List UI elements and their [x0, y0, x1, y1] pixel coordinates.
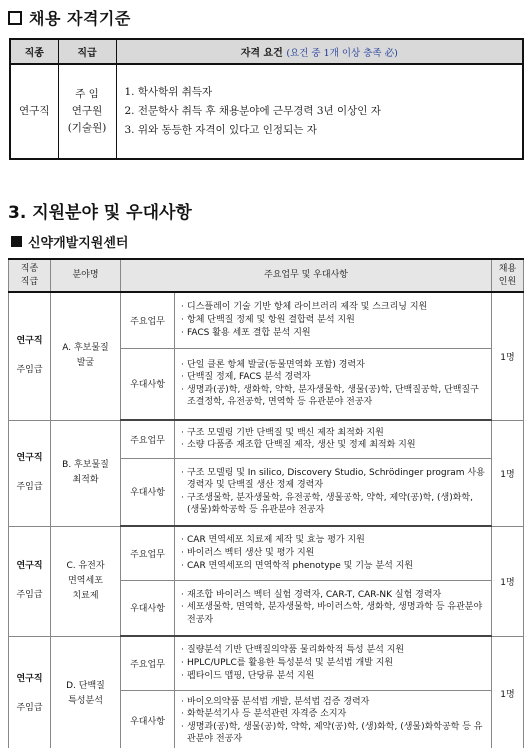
row-field: D. 단백질 특성분석 — [51, 636, 121, 748]
header-hire-count: 채용 인원 — [492, 259, 524, 292]
pref-label: 우대사항 — [121, 348, 175, 420]
qual-header-requirements: 자격 요건 (요건 중 1개 이상 충족 必) — [116, 39, 523, 64]
pref-list: · 구조 모델링 및 In silico, Discovery Studio, Schrödinger program 사용 경력자 및 단백질 생산 정제 경력자 · 구조생물학, 분자생물학, 유전공학, 생물공학, 약학, 제약(공)학, (생)화학, (생물)화학공학 등 유관분야 전공자 — [175, 458, 492, 526]
qualification-heading: 채용 자격기준 — [8, 6, 131, 29]
header-duties: 주요업무 및 우대사항 — [121, 259, 492, 292]
duty-label: 주요업무 — [121, 526, 175, 580]
pref-list: · 재조합 바이러스 벡터 실험 경력자, CAR-T, CAR-NK 실험 경력자 · 세포생물학, 면역학, 분자생물학, 바이러스학, 생화학, 생명과학 등 유관분야 전공자 — [175, 580, 492, 636]
duty-list: · 디스플레이 기술 기반 항체 라이브러리 제작 및 스크리닝 지원 · 항체 단백질 정제 및 항원 결합력 분석 지원 · FACS 활용 세포 결합 분석 지원 — [175, 292, 492, 348]
duty-list: · 구조 모델링 기반 단백질 및 백신 제작 최적화 지원 · 소량 다품종 재조합 단백질 제작, 생산 및 정제 최적화 지원 — [175, 420, 492, 458]
row-count: 1명 — [492, 526, 524, 636]
qual-grade: 주 임 연구원 (기술원) — [58, 64, 116, 159]
row-job: 연구직 주임급 — [9, 420, 51, 526]
requirement-item: 3. 위와 동등한 자격이 있다고 인정되는 자 — [124, 124, 317, 136]
row-job: 연구직 주임급 — [9, 292, 51, 420]
header-job-grade: 직종 직급 — [9, 259, 51, 292]
row-field: A. 후보물질 발굴 — [51, 292, 121, 420]
duty-list: · 질량분석 기반 단백질의약품 물리화학적 특성 분석 지원 · HPLC/UPLC를 활용한 특성분석 및 분석법 개발 지원 · 펩타이드 맵핑, 단당류 분석 지원 — [175, 636, 492, 690]
row-field: C. 유전자 면역세포 치료제 — [51, 526, 121, 636]
requirement-item: 1. 학사학위 취득자 — [124, 86, 213, 98]
qual-header-grade: 직급 — [58, 39, 116, 64]
row-count: 1명 — [492, 636, 524, 748]
duty-label: 주요업무 — [121, 292, 175, 348]
qual-job: 연구직 — [10, 64, 58, 159]
pref-list: · 바이오의약품 분석법 개발, 분석법 검증 경력자 · 화학분석기사 등 분석관련 자격증 소지자 · 생명과(공)학, 생물(공)학, 약학, 제약(공)학, (생)화학, (생물)화학공학 등 유관분야 전공자 — [175, 690, 492, 748]
duty-label: 주요업무 — [121, 420, 175, 458]
pref-label: 우대사항 — [121, 458, 175, 526]
row-count: 1명 — [492, 292, 524, 420]
pref-label: 우대사항 — [121, 580, 175, 636]
header-field: 분야명 — [51, 259, 121, 292]
filled-square-icon — [11, 236, 22, 247]
row-job: 연구직 주임급 — [9, 636, 51, 748]
pref-label: 우대사항 — [121, 690, 175, 748]
qual-requirements — [116, 64, 523, 159]
duty-list: · CAR 면역세포 치료제 제작 및 효능 평가 지원 · 바이러스 벡터 생산 및 평가 지원 · CAR 면역세포의 면역학적 phenotype 및 기능 분석 지원 — [175, 526, 492, 580]
row-count: 1명 — [492, 420, 524, 526]
section-title: 3. 지원분야 및 우대사항 — [8, 203, 192, 223]
pref-list: · 단일 클론 항체 발굴(동물면역화 포함) 경력자 · 단백질 정제, FACS 분석 경력자 · 생명과(공)학, 생화학, 약학, 분자생물학, 생물(공)학, 단백질공학, 단백질구조결정학, 유전공학, 면역학 등 유관분야 전공자 — [175, 348, 492, 420]
row-field: B. 후보물질 최적화 — [51, 420, 121, 526]
subsection-title: 신약개발지원센터 — [11, 232, 128, 251]
requirement-item: 2. 전문학사 취득 후 채용분야에 근무경력 3년 이상인 자 — [124, 105, 381, 117]
duty-label: 주요업무 — [121, 636, 175, 690]
checkbox-square-icon — [8, 11, 22, 25]
qual-header-job: 직종 — [10, 39, 58, 64]
row-job: 연구직 주임급 — [9, 526, 51, 636]
qualification-table — [9, 38, 524, 160]
fields-table — [8, 258, 524, 748]
